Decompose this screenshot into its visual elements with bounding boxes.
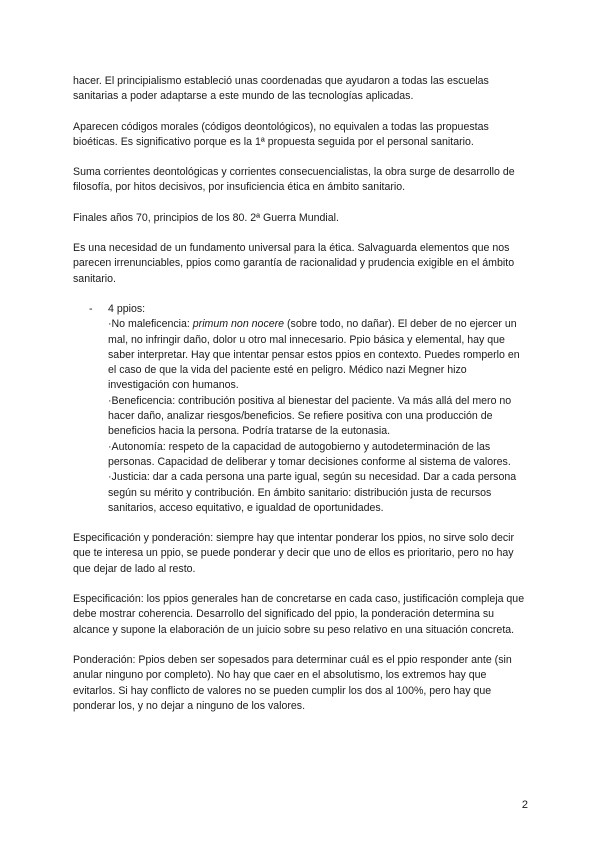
paragraph-fecha: Finales años 70, principios de los 80. 2ª Guerra Mundial. <box>73 211 339 224</box>
paragraph-principialismo: hacer. El principialismo estableció unas coordenadas que ayudaron a todas las escuelas sanitarias a poder adaptarse a este mundo de las tecnologías aplicadas. <box>73 75 489 103</box>
paragraph-codigos-morales: Aparecen códigos morales (códigos deontológicos), no equivalen a todas las propuestas bioéticas. Es significativo porque es la 1ª propuesta seguida por el personal sanitario. <box>73 120 489 148</box>
list-item-justicia: ·Justicia: dar a cada persona una parte igual, según su necesidad. Dar a cada persona según su mérito y contribución. En ámbito sanitario: distribución justa de recursos sanitarios, acceso equitativo, e igualdad de oportunidades. <box>108 471 517 514</box>
list-heading-row <box>73 302 528 317</box>
list-item-no-maleficencia <box>108 317 528 393</box>
page-number: 2 <box>521 799 528 811</box>
latin-phrase: primum non nocere <box>192 318 285 331</box>
paragraph-corrientes: Suma corrientes deontológicas y corrientes consecuencialistas, la obra surge de desarrollo de filosofía, por hitos decisivos, por insuficiencia ética en ámbito sanitario. <box>73 166 515 194</box>
list-heading: 4 ppios: <box>108 302 146 315</box>
list-item-beneficencia: ·Beneficencia: contribución positiva al bienestar del paciente. Va más allá del mero no hacer daño, analizar riesgos/beneficios. Se refiere positiva con una producción de beneficios hacia la persona. Podría tratarse de la eutonasia. <box>108 394 512 438</box>
no-maleficencia-text: (sobre todo, no dañar). El deber de no ejercer un mal, no infringir daño, dolor u otro mal innecesario. Ppio básica y elemental, hay que saber interpretar. Hay que intentar pensar estos ppios en contexto. Puedes romperlo en el caso de que la vida del paciente esté en peligro. Médico nazi Megner hizo investigación con humanos. <box>108 318 520 392</box>
page-content <box>73 74 528 729</box>
principles-list <box>73 302 528 516</box>
no-maleficencia-label: ·No maleficencia: <box>108 318 193 331</box>
paragraph-especificacion-ponderacion: Especificación y ponderación: siempre hay que intentar ponderar los ppios, no sirve solo decir que te interesa un ppio, se puede ponderar y decir que uno de ellos es prioritario, pero no hay que dejar de lado al resto. <box>73 532 515 575</box>
list-item-autonomia: ·Autonomía: respeto de la capacidad de autogobierno y autodeterminación de las personas. Capacidad de deliberar y tomar decisiones conforme al sistema de valores. <box>108 440 511 468</box>
paragraph-fundamento: Es una necesidad de un fundamento universal para la ética. Salvaguarda elementos que nos parecen irrenunciables, ppios como garantía de racionalidad y prudencia exigible en el ámbito sanitario. <box>73 242 515 285</box>
paragraph-ponderacion: Ponderación: Ppios deben ser sopesados para determinar cuál es el ppio responder ante (sin anular ninguno por completo). No hay que caer en el absolutismo, los extremos hay que evitarlos. Si hay conflicto de valores no se pueden cumplir los dos al 100%, pero hay que ponderar los, y no dejar a ninguno de los valores. <box>73 653 512 712</box>
paragraph-especificacion: Especificación: los ppios generales han de concretarse en cada caso, justificación compleja que debe mostrar coherencia. Desarrollo del significado del ppio, la ponderación determina su alcance y supone la elaboración de un juicio sobre su peso relativo en una situación concreta. <box>73 593 525 636</box>
principles-items <box>73 317 528 516</box>
list-bullet: - <box>89 302 93 315</box>
